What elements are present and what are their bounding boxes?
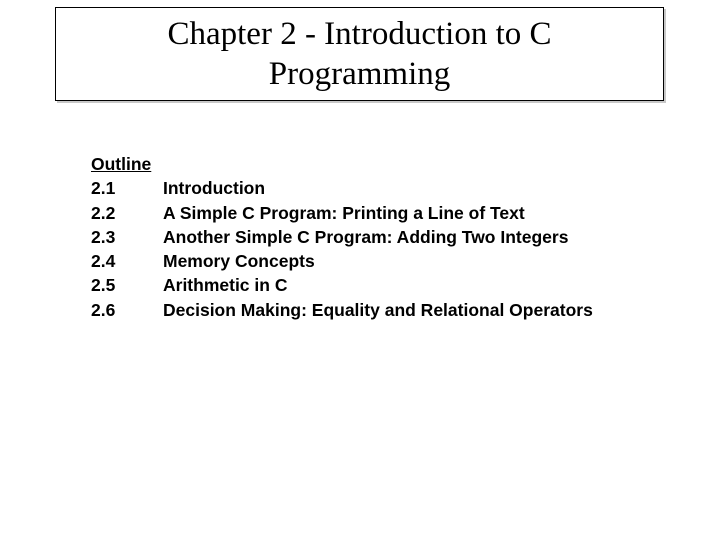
outline-item-number: 2.5 — [91, 275, 116, 296]
outline-section — [91, 152, 593, 322]
outline-item — [91, 201, 593, 225]
outline-item — [91, 298, 593, 322]
outline-item-label: Memory Concepts — [163, 251, 315, 272]
outline-item-number: 2.4 — [91, 251, 116, 272]
outline-item-number: 2.1 — [91, 178, 116, 199]
outline-item — [91, 225, 593, 249]
outline-item-label: Introduction — [163, 178, 266, 199]
slide-title-line-1: Chapter 2 - Introduction to C — [167, 16, 552, 52]
outline-item-number: 2.6 — [91, 299, 116, 320]
outline-item-label: Another Simple C Program: Adding Two Integers — [163, 226, 569, 247]
outline-item — [91, 273, 593, 297]
outline-item-number: 2.2 — [91, 202, 116, 223]
outline-item-label: Arithmetic in C — [163, 275, 288, 296]
outline-item-number: 2.3 — [91, 226, 116, 247]
outline-heading: Outline — [91, 154, 152, 174]
outline-item-label: Decision Making: Equality and Relational Operators — [163, 299, 593, 320]
slide-title-box — [55, 7, 664, 101]
slide-title-line-2: Programming — [268, 56, 451, 92]
outline-item-label: A Simple C Program: Printing a Line of Text — [163, 202, 525, 223]
outline-item — [91, 249, 593, 273]
outline-item — [91, 176, 593, 200]
